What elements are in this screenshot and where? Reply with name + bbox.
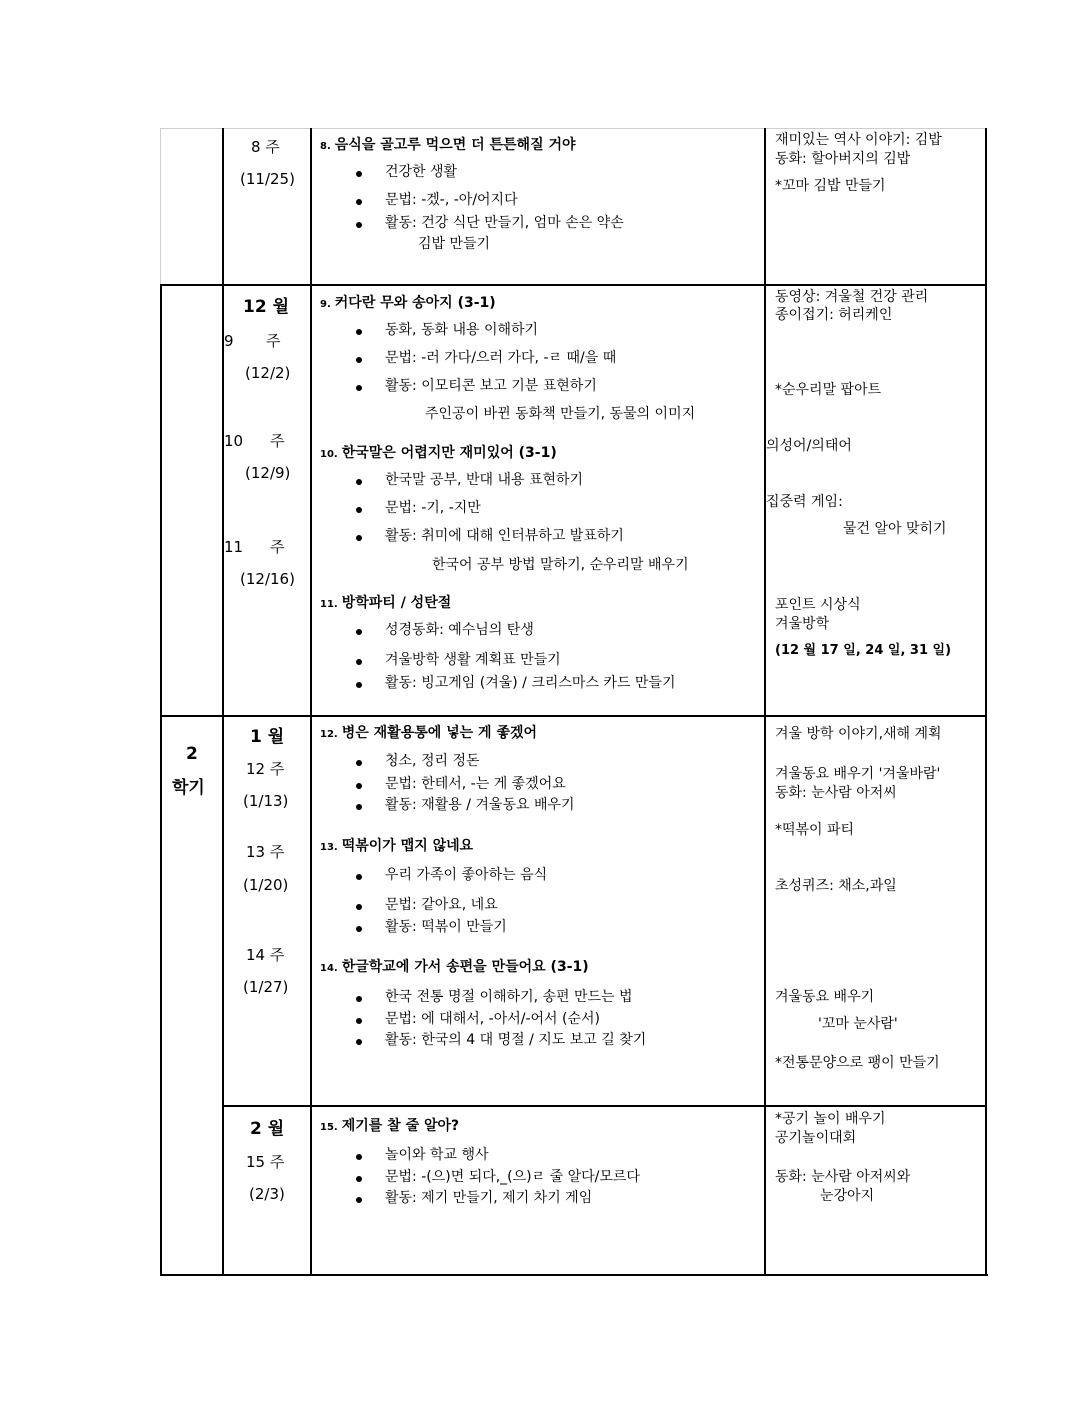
table-bottom-border [160,1274,988,1276]
col-divider-notes [764,128,766,1276]
month-label: 12 월 [243,297,289,317]
note: *떡볶이 파티 [775,822,855,838]
note: 동화: 눈사람 아저씨 [775,785,897,801]
lesson-bullet: 활동: 취미에 대해 인터뷰하고 발표하기 [385,528,624,544]
bullet-icon [356,629,362,635]
week-label: 14 주 [246,946,285,964]
week-date: (1/20) [243,876,289,894]
col-divider-week [222,128,224,1276]
bullet-icon [356,1197,362,1203]
table-left-border [160,284,162,1276]
lesson-bullet: 한국 전통 명절 이해하기, 송편 만드는 법 [385,989,633,1005]
bullet-icon [356,171,362,177]
note: *꼬마 김밥 만들기 [775,178,886,194]
lesson-bullet: 문법: 한테서, -는 게 좋겠어요 [385,776,566,792]
week-label: 12 주 [246,760,285,778]
week-date: (12/9) [245,464,291,482]
note: 초성퀴즈: 채소,과일 [775,878,897,894]
note: 재미있는 역사 이야기: 김밥 [775,132,942,148]
week-label: 주 [270,432,285,450]
bullet-icon [356,1018,362,1024]
lesson-bullet: 성경동화: 예수님의 탄생 [385,622,534,638]
note: 포인트 시상식 [775,597,861,613]
lesson-bullet: 문법: -기, -지만 [385,500,481,516]
lesson-bullet: 한국말 공부, 반대 내용 표현하기 [385,472,584,488]
lesson-bullet-continuation: 주인공이 바뀐 동화책 만들기, 동물의 이미지 [425,406,696,422]
lesson-title: 15. 제기를 찰 줄 알아? [320,1118,460,1134]
week-date: (11/25) [240,170,295,188]
note: 동화: 할아버지의 김밥 [775,151,911,167]
lesson-bullet: 활동: 한국의 4 대 명절 / 지도 보고 길 찾기 [385,1032,647,1048]
note: *전통문양으로 팽이 만들기 [775,1055,940,1071]
table-left-border-top [160,128,161,284]
bullet-icon [356,222,362,228]
week-date: (1/27) [243,978,289,996]
bullet-icon [356,1154,362,1160]
week-number: 9 [224,332,234,350]
note: *순우리말 팝아트 [775,382,882,398]
lesson-title: 14. 한글학교에 가서 송편을 만들어요 (3-1) [320,959,589,975]
bullet-icon [356,479,362,485]
col-divider-lesson [310,128,312,1276]
bullet-icon [356,904,362,910]
row-divider-3 [222,1105,986,1107]
bullet-icon [356,926,362,932]
bullet-icon [356,1039,362,1045]
week-label: 13 주 [246,843,285,861]
note: 겨울동요 배우기 '겨울바람' [775,766,941,782]
lesson-bullet: 활동: 빙고게임 (겨울) / 크리스마스 카드 만들기 [385,675,676,691]
lesson-bullet: 문법: -러 가다/으러 가다, -ㄹ 때/을 때 [385,350,617,366]
bullet-icon [356,783,362,789]
lesson-bullet: 활동: 건강 식단 만들기, 엄마 손은 약손 [385,215,624,231]
lesson-bullet: 활동: 떡볶이 만들기 [385,919,507,935]
row-divider-2 [160,715,986,717]
bullet-icon [356,659,362,665]
note: *공기 놀이 배우기 [775,1111,886,1127]
lesson-bullet: 활동: 제기 만들기, 제기 차기 게임 [385,1190,593,1206]
note: 집중력 게임: [766,494,843,510]
bullet-icon [356,357,362,363]
row-divider-1 [160,284,986,286]
bullet-icon [356,804,362,810]
bullet-icon [356,199,362,205]
week-label: 15 주 [246,1153,285,1171]
week-date: (12/2) [245,364,291,382]
note: 의성어/의태어 [766,438,852,454]
week-label: 주 [266,332,281,350]
month-label: 2 월 [250,1119,285,1139]
week-number: 10 [224,432,244,450]
lesson-bullet: 우리 가족이 좋아하는 음식 [385,867,548,883]
bullet-icon [356,874,362,880]
lesson-title: 8. 음식을 골고루 먹으면 더 튼튼해질 거야 [320,137,576,153]
semester-label: 학기 [172,778,205,798]
lesson-bullet: 활동: 재활용 / 겨울동요 배우기 [385,797,575,813]
bullet-icon [356,1176,362,1182]
month-label: 1 월 [250,727,285,747]
note: 종이접기: 허리케인 [775,307,893,323]
semester-number: 2 [186,744,198,764]
lesson-bullet: 청소, 정리 정돈 [385,753,480,769]
week-label: 주 [270,538,285,556]
lesson-bullet: 문법: 에 대해서, -아서/-어서 (순서) [385,1011,600,1027]
lesson-title: 11. 방학파티 / 성탄절 [320,595,452,611]
bullet-icon [356,535,362,541]
lesson-bullet-continuation: 김밥 만들기 [418,236,491,252]
lesson-number: 8. [320,141,331,152]
note: 동화: 눈사람 아저씨와 [775,1169,911,1185]
bullet-icon [356,760,362,766]
week-date: (12/16) [240,570,295,588]
lesson-bullet: 건강한 생활 [385,164,458,180]
note: 겨울 방학 이야기,새해 계획 [775,726,942,742]
lesson-title: 9. 커다란 무와 송아지 (3-1) [320,295,496,311]
bullet-icon [356,682,362,688]
lesson-title: 13. 떡볶이가 맵지 않네요 [320,838,474,854]
lesson-title: 12. 병은 재활용통에 넣는 게 좋겠어 [320,725,538,741]
note: 겨울방학 [775,616,830,632]
bullet-icon [356,329,362,335]
lesson-bullet: 문법: 같아요, 네요 [385,897,498,913]
lesson-bullet: 겨울방학 생활 계획표 만들기 [385,652,561,668]
week-label: 8 주 [251,138,280,156]
bullet-icon [356,385,362,391]
note: 공기놀이대회 [775,1130,857,1146]
note: 동영상: 겨울철 건강 관리 [775,289,929,305]
lesson-bullet-continuation: 한국어 공부 방법 말하기, 순우리말 배우기 [432,557,689,573]
table-right-border [985,128,987,1276]
note: (12 월 17 일, 24 일, 31 일) [775,643,952,658]
lesson-bullet: 놀이와 학교 행사 [385,1147,489,1163]
note: '꼬마 눈사람' [818,1016,898,1032]
week-date: (1/13) [243,792,289,810]
table-top-border [160,128,986,129]
lesson-bullet: 동화, 동화 내용 이해하기 [385,322,539,338]
bullet-icon [356,996,362,1002]
week-date: (2/3) [249,1185,285,1203]
note: 겨울동요 배우기 [775,989,875,1005]
week-number: 11 [224,538,244,556]
lesson-bullet: 활동: 이모티콘 보고 기분 표현하기 [385,378,597,394]
lesson-bullet: 문법: -(으)면 되다,_(으)ㄹ 줄 알다/모르다 [385,1169,640,1185]
bullet-icon [356,507,362,513]
lesson-title: 10. 한국말은 어렵지만 재미있어 (3-1) [320,445,557,461]
note: 물건 알아 맞히기 [843,521,947,537]
note: 눈강아지 [820,1188,875,1204]
lesson-bullet: 문법: -겠-, -아/어지다 [385,192,518,208]
